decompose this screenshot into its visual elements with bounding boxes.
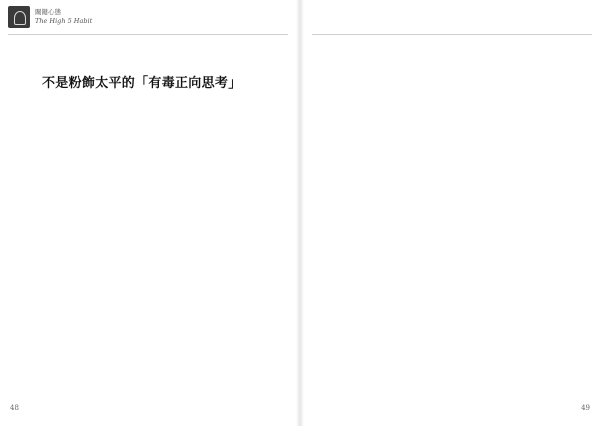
header-rule xyxy=(8,34,288,35)
book-subtitle: The High 5 Habit xyxy=(35,17,93,25)
page-number: 48 xyxy=(10,404,19,412)
section-heading: 不是粉飾太平的「有毒正向思考」 xyxy=(42,76,242,91)
header-rule xyxy=(312,34,592,35)
book-logo-icon xyxy=(8,6,30,28)
book-title: 關鍵心態 xyxy=(35,8,61,16)
page-number: 49 xyxy=(581,404,590,412)
right-page xyxy=(300,0,600,426)
